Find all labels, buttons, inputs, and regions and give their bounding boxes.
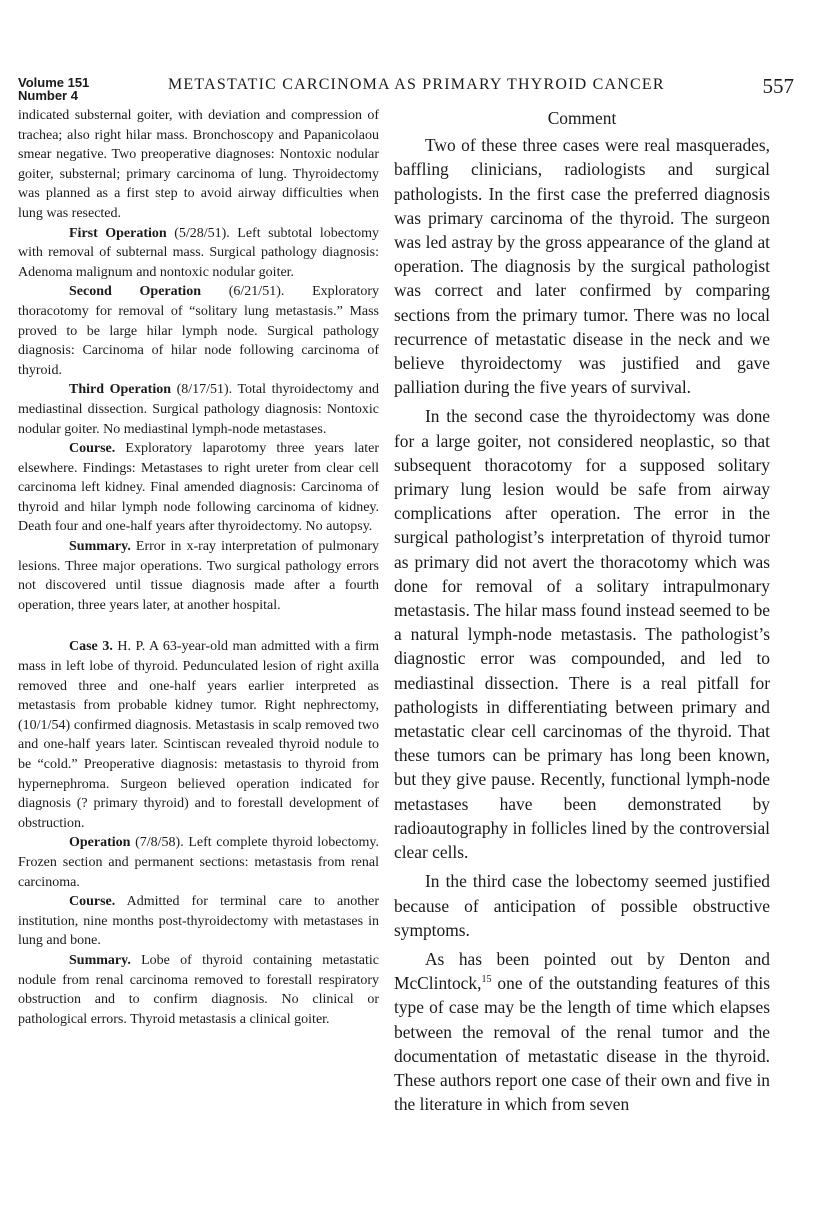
course2-label: Course. (69, 894, 116, 910)
comment-heading: Comment (547, 108, 617, 128)
comment-paragraph-4-start: As has been pointed out by Denton and McClintock, (394, 948, 770, 994)
volume-label (18, 76, 89, 102)
volume-number: Volume 151 (18, 75, 90, 90)
course2-text: Admitted for terminal care to another institution, nine months post-thyroidectomy with metastases in lung and bone. (18, 894, 379, 949)
summary2-label: Summary. (69, 952, 131, 968)
third-operation-text: (8/17/51). Total thyroidectomy and mediastinal dissection. Surgical pathology diagnosis: Nontoxic nodular goiter. No mediastinal lymph-node metastases. (18, 382, 379, 437)
issue-number: Number 4 (18, 88, 78, 103)
course-paragraph (18, 439, 379, 537)
operation-paragraph (18, 833, 379, 892)
comment-paragraph-4 (394, 947, 770, 1116)
operation-label: Operation (69, 835, 131, 851)
comment-paragraph-2: In the second case the thyroidectomy was done for a large goiter, not considered neoplastic, so that subsequent thoracotomy for a supposed solitary primary lung lesion would be safe from airway complications after operation. The error in the surgical pathologist’s interpretation of thyroid tumor as primary did not avert the thoracotomy which was done for removal of a solitary intrapulmonary metastasis. The hilar mass found instead seemed to be a natural lymph-node metastasis. The pathologist’s diagnostic error was compounded, and led to mediastinal dissection. There is a real pitfall for pathologists in differentiating between primary and metastatic clear cell carcinomas of the thyroid. That these tumors can be primary has long been known, but they give pause. Recently, functional lymph-node metastases have been demonstrated by radioautography in follicles lined by the controversial clear cells. (394, 406, 770, 863)
course2-paragraph (18, 892, 379, 951)
summary-paragraph (18, 537, 379, 615)
second-operation-text: (6/21/51). Exploratory thoracotomy for removal of “solitary lung metastasis.” Mass proved to be large hilar lymph node. Surgical pathology diagnosis: Carcinoma of hilar node following carcinoma of thyroid. (18, 284, 379, 378)
summary2-paragraph (18, 951, 379, 1029)
comment-paragraph-4-end: one of the outstanding features of this type of case may be the length of time which elapses between the removal of the renal tumor and the documentation of metastatic disease in the thyroid. These authors report one case of their own and five in the literature in which from seven (394, 973, 770, 1115)
comment-paragraph-1: Two of these three cases were real masquerades, baffling clinicians, radiologists and surgical pathologists. In the first case the preferred diagnosis was primary carcinoma of the thyroid. The surgeon was led astray by the gross appearance of the gland at operation. The diagnosis by the surgical pathologist was correct and later confirmed by comparing sections from the primary tumor. There was no local recurrence of metastatic disease in the neck and we believe thyroidectomy was justified and gave palliation during the five years of survival. (394, 135, 770, 398)
left-column (18, 106, 379, 1029)
second-operation-label: Second Operation (69, 284, 201, 300)
case2-continuation: indicated substernal goiter, with deviation and compression of trachea; also right hilar mass. Bronchoscopy and Papanicolaou smear negative. Two preoperative diagnoses: Nontoxic nodular goiter, substernal; primary carcinoma of lung. Thyroidectomy was planned as a first step to avoid airway difficulties when lung was resected. (18, 108, 379, 221)
course-label: Course. (69, 441, 116, 457)
running-title: METASTATIC CARCINOMA AS PRIMARY THYROID CANCER (168, 76, 665, 93)
page-number: 557 (762, 74, 794, 98)
case3-label: Case 3. (69, 639, 113, 655)
first-operation-label: First Operation (69, 225, 167, 241)
summary-label: Summary. (69, 539, 131, 555)
reference-superscript: 15 (481, 974, 492, 986)
third-operation-paragraph (18, 380, 379, 439)
third-operation-label: Third Operation (69, 382, 172, 398)
first-operation-text: (5/28/51). Left subtotal lobectomy with removal of subternal mass. Surgical pathology diagnosis: Adenoma malignum and nontoxic nodular goiter. (18, 225, 379, 280)
case3-text: H. P. A 63-year-old man admitted with a firm mass in left lobe of thyroid. Pedunculated lesion of right axilla removed three and one-half years earlier interpreted as metastasis from probable kidney tumor. Right nephrectomy, (10/1/54) confirmed diagnosis. Metastasis in scalp removed two and one-half years later. Scintiscan revealed thyroid nodule to be “cold.” Preoperative diagnosis: metastasis to thyroid from hypernephroma. Surgeon believed operation indicated for diagnosis (? primary thyroid) and to forestall development of obstruction. (18, 639, 379, 831)
case3-paragraph (18, 637, 379, 833)
summary-text: Error in x-ray interpretation of pulmonary lesions. Three major operations. Two surgical pathology errors not discovered until tissue diagnosis made after a fourth operation, three years later, at another hospital. (18, 539, 379, 613)
course-text: Exploratory laparotomy three years later elsewhere. Findings: Metastases to right ureter from clear cell carcinoma left kidney. Final amended diagnosis: Carcinoma of thyroid and hilar lymph node following carcinoma of kidney. Death four and one-half years after thyroidectomy. No autopsy. (18, 441, 379, 535)
right-column (394, 106, 770, 1116)
summary2-text: Lobe of thyroid containing metastatic nodule from renal carcinoma removed to forestall respiratory obstruction and to confirm diagnosis. No clinical or pathological errors. Thyroid metastasis a clinical goiter. (18, 952, 379, 1027)
operation-text: (7/8/58). Left complete thyroid lobectomy. Frozen section and permanent sections: metastasis from renal carcinoma. (18, 835, 379, 890)
second-operation-paragraph (18, 282, 379, 380)
comment-paragraph-3: In the third case the lobectomy seemed justified because of anticipation of possible obstructive symptoms. (394, 871, 770, 940)
first-operation-paragraph (18, 224, 379, 283)
